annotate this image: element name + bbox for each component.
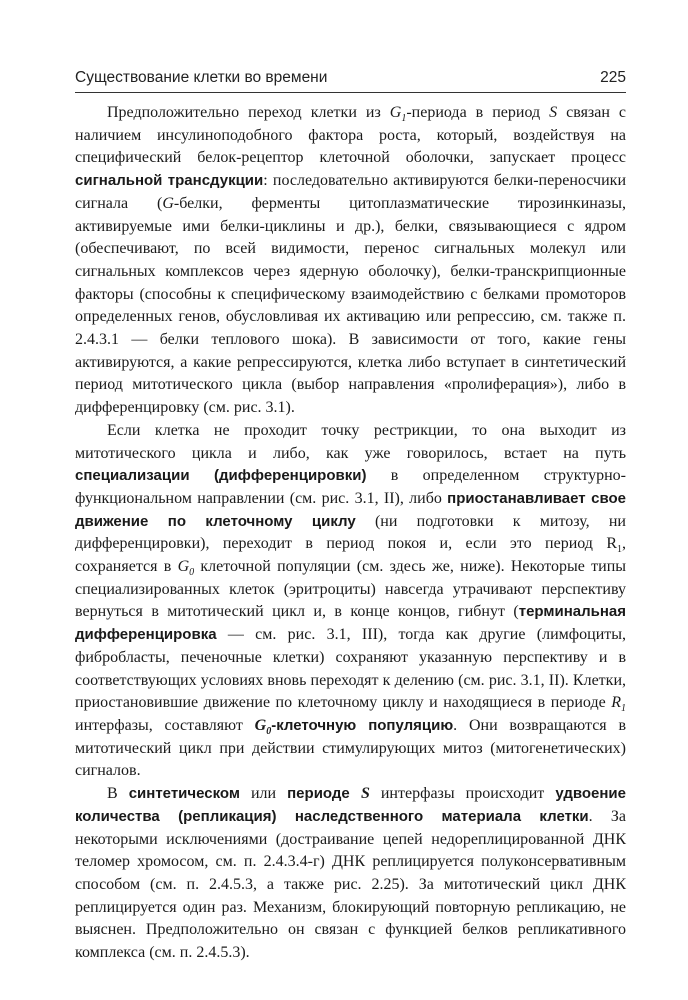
term-g0-population: -клеточную популяцию bbox=[271, 716, 454, 734]
running-head bbox=[75, 69, 626, 87]
body-text bbox=[75, 102, 626, 965]
term-cycle-arrest: приостанавливает свое движение по клеточному циклу bbox=[75, 489, 626, 530]
term-replication: удвоение количества (репликация) наследственного материала клетки bbox=[75, 785, 626, 825]
term-period: периоде bbox=[287, 785, 361, 803]
term-synthetic: синтетическом bbox=[128, 785, 240, 803]
paragraph-1: Предположительно переход клетки из $G_1$-периода в период S связан с наличием инсулиноподобного фактора роста, который, воздействуя на специфический белок-рецептор клеточной оболочки, запускает процесс сигнальной трансдукции: последовательно активируются белки-переносчики сигнала (G-белки, ферменты цитоплазматические тирозинкиназы, активируемые ими белки-циклины и др.), белки, связывающиеся с ядром (обеспечивают, по всей видимости, перенос сигнальных молекул или сигнальных комплексов через ядерную оболочку), белки-транскрипционные факторы (способны к специфическому взаимодействию с белками промоторов определенных генов, обусловливая их активацию или репрессию, см. также п. 2.4.3.1 — белки теплового шока). В зависимости от того, какие гены активируются, а какие репрессируются, клетка либо вступает в синтетический период митотического цикла (выбор направления «пролиферация»), либо в дифференцировку (см. рис. 3.1). bbox=[75, 104, 627, 417]
paragraph-3: В синтетическом или периоде S интерфазы происходит удвоение количества (репликация) наследственного материала клетки. За некоторыми исключениями (достраивание цепей недореплицированной ДНК теломер хромосом, см. п. 2.4.3.4-г) ДНК реплицируется полуконсервативным способом (см. п. 2.4.5.3, а также рис. 2.25). За митотический цикл ДНК реплицируется один раз. Механизм, блокирующий повторную репликацию, не выяснен. Предположительно он связан с функцией белков репликативного комплекса (см. п. 2.4.5.3). bbox=[75, 785, 626, 962]
paragraph-2: Если клетка не проходит точку рестрикции, то она выходит из митотического цикла и либо, как уже говорилось, встает на путь специализации (дифференцировки) в определенном структурно-функциональном направлении (см. рис. 3.1, II), либо приостанавливает свое движение по клеточному циклу (ни подготовки к митозу, ни дифференцировки), переходит в период покоя и, если это период $R_1$, сохраняется в $G_0$ клеточной популяции (см. здесь же, ниже). Некоторые типы специализированных клеток (эритроциты) навсегда утрачивают перспективу вернуться в митотический цикл и, в конце концов, гибнут (терминальная дифференцировка — см. рис. 3.1, III), тогда как другие (лимфоциты, фибробласты, печеночные клетки) сохраняют указанную перспективу и в соответствующих условиях вновь переходят к делению (см. рис. 3.1, II). Клетки, приостановившие движение по клеточному циклу и находящиеся в периоде $R_1$ интерфазы, составляют $G_0$-клеточную популяцию. Они возвращаются в митотический цикл при действии стимулирующих митоз (митогенетических) сигналов. bbox=[75, 421, 627, 780]
term-signal-transduction: сигнальной трансдукции bbox=[75, 172, 264, 190]
term-terminal-differentiation: терминальная дифференцировка bbox=[75, 603, 626, 644]
chapter-title: Существование клетки во времени bbox=[75, 69, 328, 86]
header-rule bbox=[75, 92, 626, 93]
page-number: 225 bbox=[600, 69, 626, 86]
term-specialization: специализации (дифференцировки) bbox=[75, 467, 367, 485]
